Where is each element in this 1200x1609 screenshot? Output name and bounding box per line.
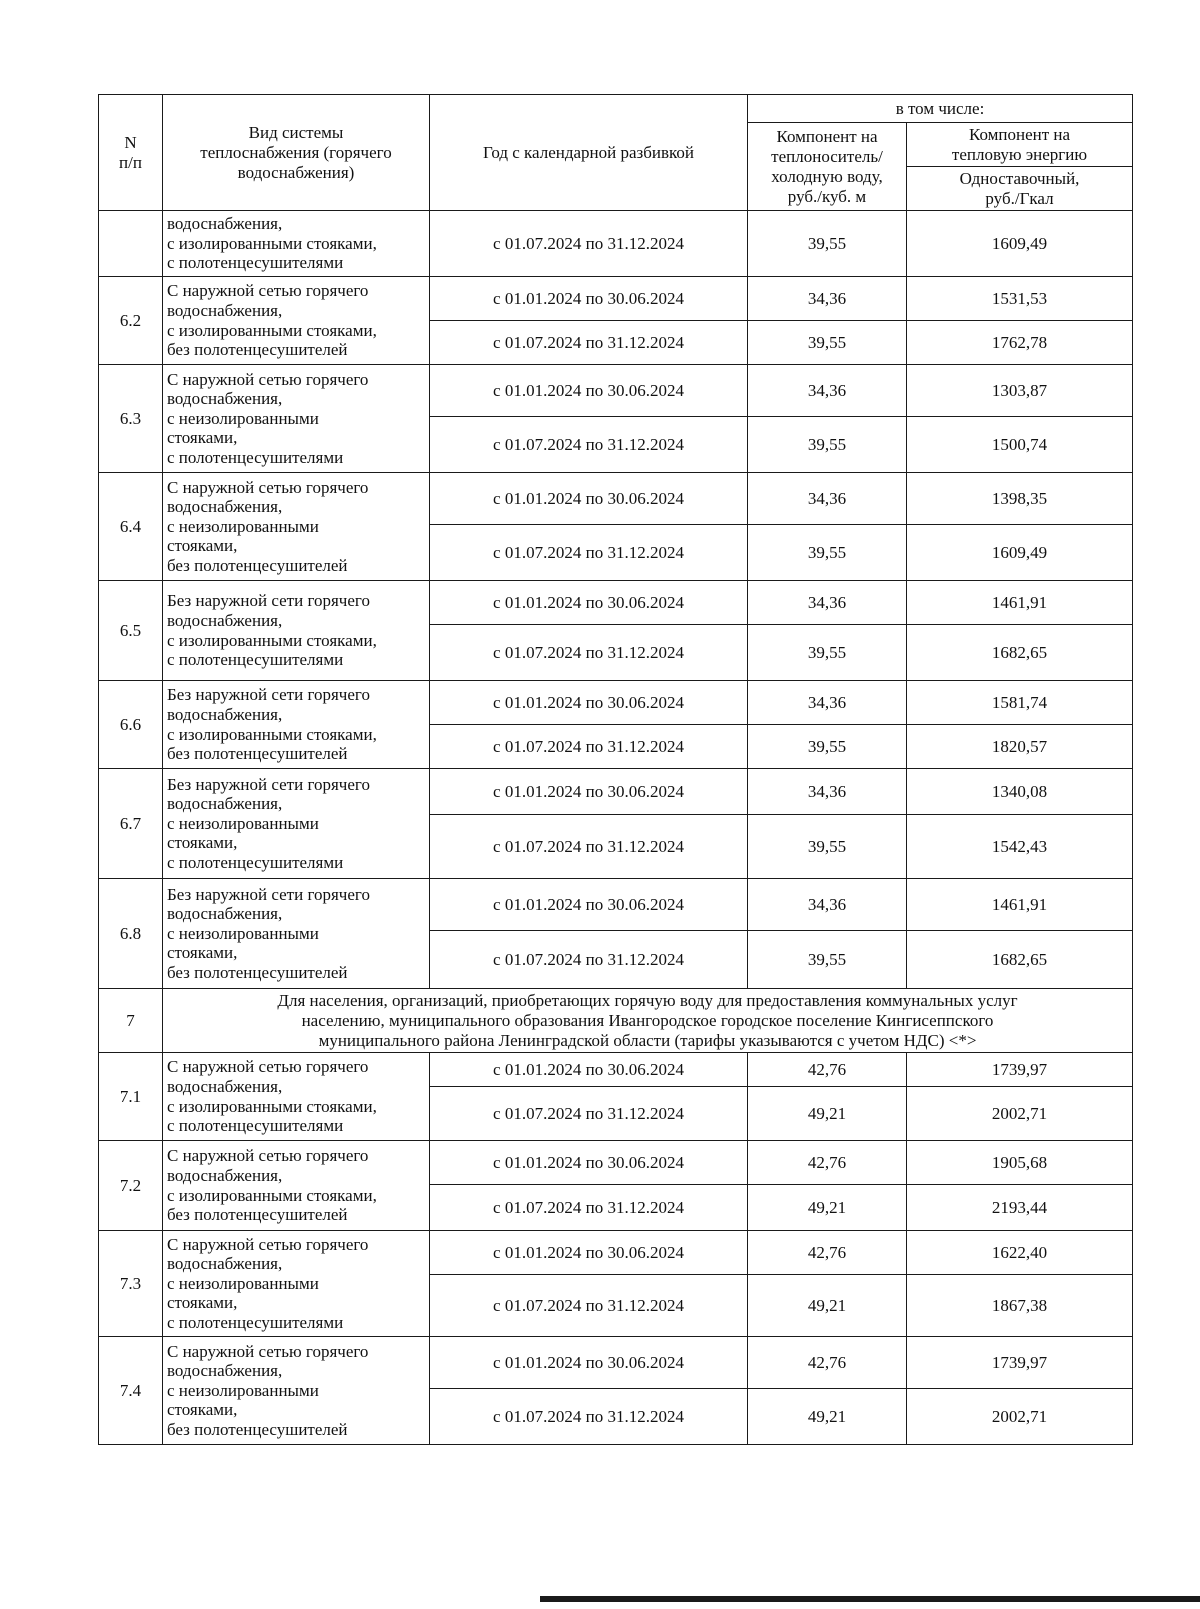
energy-component-value: 1609,49 <box>907 211 1133 277</box>
section-row <box>99 989 1133 1053</box>
carrier-component-value: 34,36 <box>748 365 907 417</box>
system-description: С наружной сетью горячего водоснабжения, с неизолированными стояками, с полотенцесушителями <box>163 365 430 473</box>
system-description: Без наружной сети горячего водоснабжения, с изолированными стояками, без полотенцесушителей <box>163 681 430 769</box>
carrier-component-value: 42,76 <box>748 1337 907 1389</box>
system-description: С наружной сетью горячего водоснабжения, с изолированными стояками, с полотенцесушителями <box>163 1053 430 1141</box>
energy-component-value: 1905,68 <box>907 1141 1133 1185</box>
row-number: 6.5 <box>99 581 163 681</box>
energy-component-value: 1762,78 <box>907 321 1133 365</box>
energy-component-value: 1867,38 <box>907 1275 1133 1337</box>
period-cell: с 01.07.2024 по 31.12.2024 <box>430 417 748 473</box>
table-row <box>99 1231 1133 1275</box>
period-cell: с 01.07.2024 по 31.12.2024 <box>430 931 748 989</box>
period-cell: с 01.01.2024 по 30.06.2024 <box>430 1141 748 1185</box>
table-row <box>99 1053 1133 1087</box>
carrier-component-value: 49,21 <box>748 1087 907 1141</box>
table-row <box>99 681 1133 725</box>
period-cell: с 01.07.2024 по 31.12.2024 <box>430 525 748 581</box>
period-cell: с 01.01.2024 по 30.06.2024 <box>430 879 748 931</box>
table-row <box>99 365 1133 417</box>
tariff-table <box>98 94 1133 1445</box>
period-cell: с 01.01.2024 по 30.06.2024 <box>430 277 748 321</box>
system-description: С наружной сетью горячего водоснабжения, с изолированными стояками, без полотенцесушителей <box>163 277 430 365</box>
energy-component-value: 1682,65 <box>907 931 1133 989</box>
system-description: С наружной сетью горячего водоснабжения, с неизолированными стояками, без полотенцесушителей <box>163 1337 430 1445</box>
carrier-component-value: 34,36 <box>748 581 907 625</box>
table-row <box>99 473 1133 525</box>
period-cell: с 01.07.2024 по 31.12.2024 <box>430 1185 748 1231</box>
period-cell: с 01.07.2024 по 31.12.2024 <box>430 725 748 769</box>
table-row <box>99 211 1133 277</box>
carrier-component-value: 34,36 <box>748 681 907 725</box>
row-number: 7.3 <box>99 1231 163 1337</box>
system-description: Без наружной сети горячего водоснабжения, с неизолированными стояками, без полотенцесушителей <box>163 879 430 989</box>
row-number: 7 <box>99 989 163 1053</box>
table-row <box>99 879 1133 931</box>
carrier-component-value: 39,55 <box>748 815 907 879</box>
carrier-component-value: 34,36 <box>748 277 907 321</box>
period-cell: с 01.01.2024 по 30.06.2024 <box>430 1231 748 1275</box>
header-single-rate: Одноставочный, руб./Гкал <box>907 167 1133 211</box>
header-including: в том числе: <box>748 95 1133 123</box>
energy-component-value: 2002,71 <box>907 1087 1133 1141</box>
period-cell: с 01.01.2024 по 30.06.2024 <box>430 1053 748 1087</box>
row-number: 6.4 <box>99 473 163 581</box>
energy-component-value: 2002,71 <box>907 1389 1133 1445</box>
table-row <box>99 1337 1133 1389</box>
energy-component-value: 1739,97 <box>907 1337 1133 1389</box>
energy-component-value: 1820,57 <box>907 725 1133 769</box>
carrier-component-value: 39,55 <box>748 211 907 277</box>
row-number: 6.2 <box>99 277 163 365</box>
energy-component-value: 1622,40 <box>907 1231 1133 1275</box>
period-cell: с 01.07.2024 по 31.12.2024 <box>430 321 748 365</box>
period-cell: с 01.01.2024 по 30.06.2024 <box>430 769 748 815</box>
system-description: Без наружной сети горячего водоснабжения, с неизолированными стояками, с полотенцесушителями <box>163 769 430 879</box>
row-number: 7.4 <box>99 1337 163 1445</box>
system-description: С наружной сетью горячего водоснабжения, с изолированными стояками, без полотенцесушителей <box>163 1141 430 1231</box>
table-header <box>99 95 1133 211</box>
carrier-component-value: 39,55 <box>748 321 907 365</box>
energy-component-value: 2193,44 <box>907 1185 1133 1231</box>
row-number: 6.8 <box>99 879 163 989</box>
energy-component-value: 1461,91 <box>907 581 1133 625</box>
table-row <box>99 1141 1133 1185</box>
row-number: 6.3 <box>99 365 163 473</box>
energy-component-value: 1682,65 <box>907 625 1133 681</box>
period-cell: с 01.01.2024 по 30.06.2024 <box>430 473 748 525</box>
system-description: С наружной сетью горячего водоснабжения, с неизолированными стояками, с полотенцесушителями <box>163 1231 430 1337</box>
period-cell: с 01.07.2024 по 31.12.2024 <box>430 211 748 277</box>
carrier-component-value: 49,21 <box>748 1389 907 1445</box>
section-title: Для населения, организаций, приобретающих горячую воду для предоставления коммунальных услуг населению, муниципального образования Ивангородское городское поселение Кингисеппского муниципального района Ленинградской области (тарифы указываются с учетом НДС) <*> <box>163 989 1133 1053</box>
carrier-component-value: 39,55 <box>748 725 907 769</box>
period-cell: с 01.01.2024 по 30.06.2024 <box>430 681 748 725</box>
carrier-component-value: 34,36 <box>748 879 907 931</box>
table-body <box>99 211 1133 1445</box>
scan-edge-line <box>540 1596 1200 1602</box>
carrier-component-value: 39,55 <box>748 417 907 473</box>
carrier-component-value: 49,21 <box>748 1275 907 1337</box>
energy-component-value: 1461,91 <box>907 879 1133 931</box>
energy-component-value: 1581,74 <box>907 681 1133 725</box>
period-cell: с 01.07.2024 по 31.12.2024 <box>430 815 748 879</box>
carrier-component-value: 39,55 <box>748 625 907 681</box>
energy-component-value: 1340,08 <box>907 769 1133 815</box>
row-number: 7.1 <box>99 1053 163 1141</box>
energy-component-value: 1531,53 <box>907 277 1133 321</box>
period-cell: с 01.07.2024 по 31.12.2024 <box>430 1389 748 1445</box>
period-cell: с 01.01.2024 по 30.06.2024 <box>430 581 748 625</box>
table-row <box>99 581 1133 625</box>
table-row <box>99 769 1133 815</box>
energy-component-value: 1609,49 <box>907 525 1133 581</box>
period-cell: с 01.07.2024 по 31.12.2024 <box>430 1275 748 1337</box>
header-system-type: Вид системы теплоснабжения (горячего водоснабжения) <box>163 95 430 211</box>
row-number: 6.6 <box>99 681 163 769</box>
period-cell: с 01.01.2024 по 30.06.2024 <box>430 365 748 417</box>
carrier-component-value: 49,21 <box>748 1185 907 1231</box>
period-cell: с 01.07.2024 по 31.12.2024 <box>430 625 748 681</box>
carrier-component-value: 42,76 <box>748 1231 907 1275</box>
energy-component-value: 1398,35 <box>907 473 1133 525</box>
header-num: N п/п <box>99 95 163 211</box>
energy-component-value: 1542,43 <box>907 815 1133 879</box>
energy-component-value: 1303,87 <box>907 365 1133 417</box>
document-page <box>98 94 1132 1445</box>
table-row <box>99 277 1133 321</box>
energy-component-value: 1739,97 <box>907 1053 1133 1087</box>
carrier-component-value: 42,76 <box>748 1141 907 1185</box>
carrier-component-value: 42,76 <box>748 1053 907 1087</box>
system-description: Без наружной сети горячего водоснабжения, с изолированными стояками, с полотенцесушителями <box>163 581 430 681</box>
carrier-component-value: 34,36 <box>748 769 907 815</box>
system-description: С наружной сетью горячего водоснабжения, с неизолированными стояками, без полотенцесушителей <box>163 473 430 581</box>
row-number <box>99 211 163 277</box>
carrier-component-value: 39,55 <box>748 931 907 989</box>
system-description: водоснабжения, с изолированными стояками, с полотенцесушителями <box>163 211 430 277</box>
period-cell: с 01.01.2024 по 30.06.2024 <box>430 1337 748 1389</box>
header-year: Год с календарной разбивкой <box>430 95 748 211</box>
carrier-component-value: 39,55 <box>748 525 907 581</box>
header-energy-component: Компонент на тепловую энергию <box>907 123 1133 167</box>
row-number: 6.7 <box>99 769 163 879</box>
header-carrier-component: Компонент на теплоноситель/ холодную воду, руб./куб. м <box>748 123 907 211</box>
carrier-component-value: 34,36 <box>748 473 907 525</box>
row-number: 7.2 <box>99 1141 163 1231</box>
period-cell: с 01.07.2024 по 31.12.2024 <box>430 1087 748 1141</box>
energy-component-value: 1500,74 <box>907 417 1133 473</box>
